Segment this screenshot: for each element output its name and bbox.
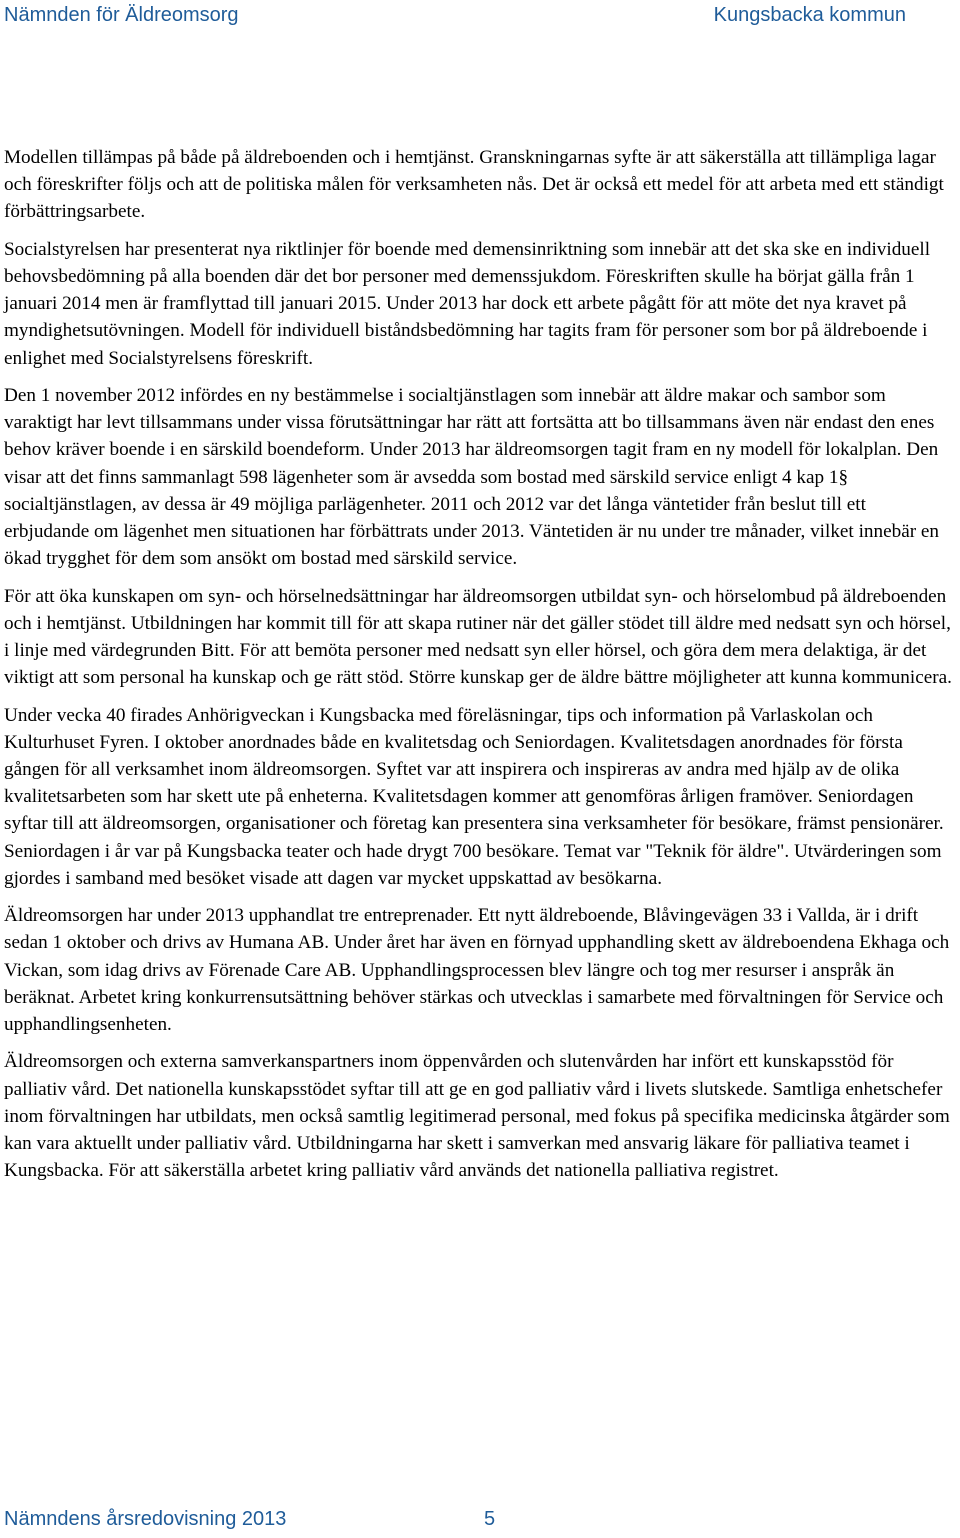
paragraph-dementia-guidelines: Socialstyrelsen har presenterat nya riktlinjer för boende med demensinriktning som innebär att det ska ske en individuell behovsbedömning på alla boenden där det bor personer med demenssjukdom. Föreskriften skulle ha börjat gälla från 1 januari 2014 men är framflyttad till januari 2015. Under 2013 har dock ett arbete pågått för att möte det nya kravet på myndighetsutövningen. Modell för individuell biståndsbedömning har tagits fram för personer som bor på äldreboende i enlighet med Socialstyrelsens föreskrift.	[4, 238, 931, 369]
document-body	[4, 144, 952, 1184]
paragraph-palliative-care: Äldreomsorgen och externa samverkanspartners inom öppenvården och slutenvården har infört ett kunskapsstöd för palliativ vård. Det nationella kunskapsstödet syftar till att ge en god palliativ vård i livets slutskede. Samtliga enhetschefer inom förvaltningen har utbildats, men också samtlig legitimerad personal, med fokus på specifika medicinska åtgärder som kan vara aktuellt under palliativ vård. Utbildningarna har skett i samverkan med ansvarig läkare för palliativa teamet i Kungsbacka. För att säkerställa arbetet kring palliativ vård används det nationella palliativa registret.	[4, 1051, 950, 1182]
page-header	[4, 4, 906, 34]
header-municipality-name: Kungsbacka kommun	[713, 4, 906, 26]
paragraph-sight-hearing: För att öka kunskapen om syn- och hörselnedsättningar har äldreomsorgen utbildat syn- och hörselombud på äldreboenden och i hemtjänst. Utbildningen har kommit till för att skapa rutiner när det gäller stödet till äldre med nedsatt syn och hörsel, i linje med värdegrunden Bitt. För att bemöta personer med nedsatt syn eller hörsel, och göra dem mera delaktiga, är det viktigt att som personal ha kunskap och ge rätt stöd. Större kunskap ger de äldre bättre möjligheter att kunna kommunicera.	[4, 585, 952, 689]
footer-report-title: Nämndens årsredovisning 2013	[4, 1508, 287, 1530]
paragraph-review-model: Modellen tillämpas på både på äldreboenden och i hemtjänst. Granskningarnas syfte är att säkerställa att tillämpliga lagar och föreskrifter följs och att de politiska målen för verksamheten nås. Det är också ett medel för att arbeta med ett ständigt förbättringsarbete.	[4, 147, 944, 223]
header-divider	[4, 38, 906, 39]
footer-page-number: 5	[484, 1508, 496, 1530]
paragraph-couples-housing: Den 1 november 2012 infördes en ny bestämmelse i socialtjänstlagen som innebär att äldre makar och sambor som varaktigt har levt tillsammans under vissa förutsättningar har rätt att fortsätta att bo tillsammans även när endast den enes behov kräver boende i en särskild boendeform. Under 2013 har äldreomsorgen tagit fram en ny modell för lokalplan. Den visar att det finns sammanlagt 598 lägenheter som är avsedda som bostad med särskild service enligt 4 kap 1§ socialtjänstlagen, av dessa är 49 möjliga parlägenheter. 2011 och 2012 var det långa väntetider från beslut till ett erbjudande om lägenhet men situationen har förbättrats under 2013. Väntetiden är nu under tre månader, vilket innebär en ökad trygghet för dem som ansökt om bostad med särskild service.	[4, 385, 940, 570]
paragraph-procurement: Äldreomsorgen har under 2013 upphandlat tre entreprenader. Ett nytt äldreboende, Blåvingevägen 33 i Vallda, är i drift sedan 1 oktober och drivs av Humana AB. Under året har även en förnyad upphandling skett av äldreboendena Ekhaga och Vickan, som idag drivs av Förenade Care AB. Upphandlingsprocessen blev längre och tog mer resurser i anspråk än beräknat. Arbetet kring konkurrensutsättning behöver stärkas och utvecklas i samarbete med förvaltningen för Service och upphandlingsenheten.	[4, 905, 950, 1036]
header-committee-name: Nämnden för Äldreomsorg	[4, 4, 239, 26]
paragraph-relatives-week: Under vecka 40 firades Anhörigveckan i Kungsbacka med föreläsningar, tips och information på Varlaskolan och Kulturhuset Fyren. I oktober anordnades både en kvalitetsdag och Seniordagen. Kvalitetsdagen anordnades för första gången för all verksamhet inom äldreomsorgen. Syftet var att inspirera och inspireras av andra med hjälp av de olika kvalitetsarbeten som har skett ute på enheterna. Kvalitetsdagen kommer att genomföras årligen framöver. Seniordagen syftar till att äldreomsorgen, organisationer och företag kan presentera sina verksamheter för besökare, främst pensionärer. Seniordagen i år var på Kungsbacka teater och hade drygt 700 besökare. Temat var "Teknik för äldre". Utvärderingen som gjordes i samband med besöket visade att dagen var mycket uppskattad av besökarna.	[4, 704, 944, 889]
